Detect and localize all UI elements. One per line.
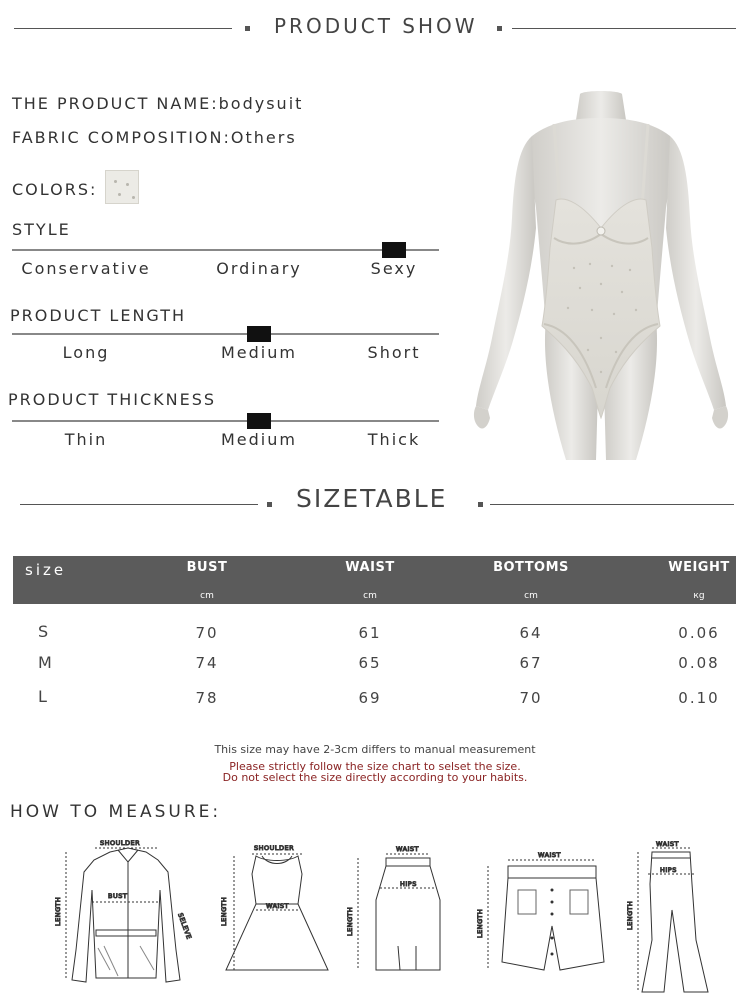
cell-bust: 74 xyxy=(195,654,219,672)
cell-size: L xyxy=(38,687,49,706)
length-title: PRODUCT LENGTH xyxy=(10,306,187,325)
column-header-size: size xyxy=(25,561,67,579)
pants-measure-diagram xyxy=(626,840,708,992)
column-header-bottoms: BOTTOMS xyxy=(493,560,569,575)
sizetable-rule-right xyxy=(490,504,734,505)
cell-weight: 0.10 xyxy=(678,689,720,707)
sizetable-rule-left xyxy=(20,504,258,505)
thickness-scale-line xyxy=(12,420,439,422)
length-scale-line xyxy=(12,333,439,335)
cell-bust: 70 xyxy=(195,624,219,642)
cell-waist: 61 xyxy=(358,624,382,642)
jacket-length-label: LENGTH xyxy=(54,896,62,926)
header-dot-right xyxy=(497,26,502,31)
skirt-measure-diagram xyxy=(346,845,440,970)
mannequin-bodysuit-image xyxy=(470,88,732,466)
header-rule-left xyxy=(14,28,232,29)
fabric-composition: FABRIC COMPOSITION:Others xyxy=(12,128,297,147)
header-dot-left xyxy=(245,26,250,31)
length-marker xyxy=(247,326,271,342)
unit-waist: cm xyxy=(363,591,377,601)
column-header-waist: WAIST xyxy=(345,560,395,575)
jacket-shoulder-label: SHOULDER xyxy=(100,839,141,847)
unit-bust: cm xyxy=(200,591,214,601)
thickness-option-thin: Thin xyxy=(64,430,108,449)
shorts-length-label: LENGTH xyxy=(476,908,484,938)
how-to-measure-title: HOW TO MEASURE: xyxy=(10,802,222,822)
style-title: STYLE xyxy=(12,220,71,239)
skirt-waist-label: WAIST xyxy=(396,845,420,853)
thickness-marker xyxy=(247,413,271,429)
cell-bust: 78 xyxy=(195,689,219,707)
cell-size: S xyxy=(38,622,51,641)
measurement-note: This size may have 2-3cm differs to manual measurement xyxy=(214,743,536,756)
unit-weight: кg xyxy=(693,591,705,601)
size-warning-1: Please strictly follow the size chart to selset the size. xyxy=(229,760,521,773)
header-rule-right xyxy=(512,28,736,29)
cell-bottoms: 70 xyxy=(519,689,543,707)
cell-bottoms: 64 xyxy=(519,624,543,642)
jacket-bust-label: BUST xyxy=(108,892,128,900)
thickness-option-medium: Medium xyxy=(221,430,297,449)
cell-waist: 65 xyxy=(358,654,382,672)
pants-length-label: LENGTH xyxy=(626,900,634,930)
cell-weight: 0.08 xyxy=(678,654,720,672)
cell-waist: 69 xyxy=(358,689,382,707)
thickness-option-thick: Thick xyxy=(367,430,421,449)
pants-waist-label: WAIST xyxy=(656,840,680,848)
cell-size: M xyxy=(38,653,54,672)
skirt-hips-label: HIPS xyxy=(400,880,417,888)
jacket-measure-diagram xyxy=(54,839,193,982)
product-image xyxy=(470,88,732,466)
style-scale-line xyxy=(12,249,439,251)
sizetable-dot-right xyxy=(478,502,483,507)
dress-length-label: LENGTH xyxy=(220,896,228,926)
dress-measure-diagram xyxy=(220,844,328,970)
column-header-bust: BUST xyxy=(186,560,228,575)
unit-bottoms: cm xyxy=(524,591,538,601)
style-marker xyxy=(382,242,406,258)
section-title-sizetable: SIZETABLE xyxy=(296,484,448,513)
length-option-short: Short xyxy=(367,343,421,362)
cell-bottoms: 67 xyxy=(519,654,543,672)
size-warning-2: Do not select the size directly according to your habits. xyxy=(222,771,528,784)
pants-hips-label: HIPS xyxy=(660,866,677,874)
product-name: THE PRODUCT NAME:bodysuit xyxy=(12,94,304,113)
sizetable-dot-left xyxy=(267,502,272,507)
jacket-sleeve-label: SELEVE xyxy=(176,911,194,941)
section-title-product-show: PRODUCT SHOW xyxy=(274,14,478,38)
color-swatch[interactable] xyxy=(105,170,139,204)
colors-label: COLORS: xyxy=(12,180,98,199)
dress-waist-label: WAIST xyxy=(266,902,290,910)
cell-weight: 0.06 xyxy=(678,624,720,642)
style-option-conservative: Conservative xyxy=(21,259,151,278)
dress-shoulder-label: SHOULDER xyxy=(254,844,295,852)
length-option-long: Long xyxy=(62,343,110,362)
measurement-diagrams xyxy=(0,830,750,1000)
length-option-medium: Medium xyxy=(221,343,297,362)
style-option-sexy: Sexy xyxy=(370,259,418,278)
thickness-title: PRODUCT THICKNESS xyxy=(8,390,216,409)
column-header-weight: WEIGHT xyxy=(668,560,730,575)
shorts-measure-diagram xyxy=(476,851,604,970)
shorts-waist-label: WAIST xyxy=(538,851,562,859)
skirt-length-label: LENGTH xyxy=(346,906,354,936)
style-option-ordinary: Ordinary xyxy=(216,259,302,278)
